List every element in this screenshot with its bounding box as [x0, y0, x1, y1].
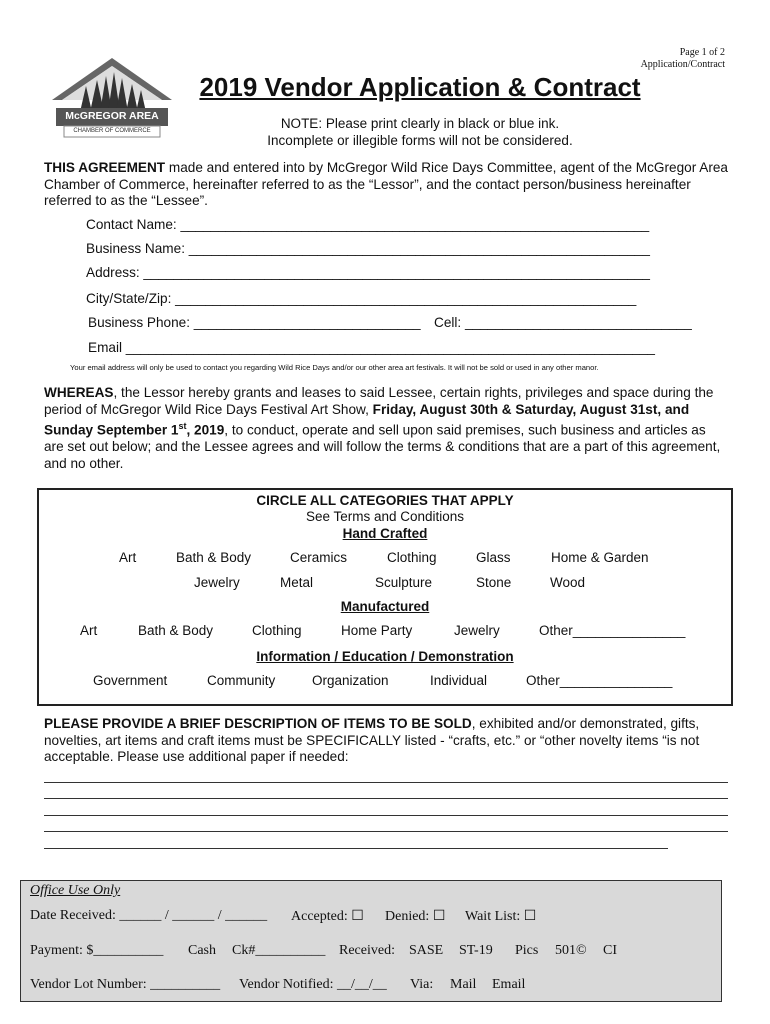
description-line[interactable] [44, 783, 728, 800]
date-received-field[interactable]: Date Received: ______ / ______ / ______ [30, 908, 268, 923]
payment-field[interactable]: Payment: $__________ [30, 943, 164, 958]
business-phone-field[interactable]: Business Phone: ______________________________ [88, 315, 421, 330]
category-option[interactable]: Individual [430, 673, 488, 688]
category-option[interactable]: Bath & Body [138, 623, 214, 638]
manufactured-title: Manufactured [340, 599, 430, 614]
via-label: Via: [410, 977, 434, 992]
category-option[interactable]: Bath & Body [176, 550, 252, 565]
ci-option[interactable]: CI [603, 943, 617, 958]
categories-heading: CIRCLE ALL CATEGORIES THAT APPLY [256, 493, 514, 508]
email-option[interactable]: Email [492, 977, 526, 992]
email-field[interactable]: Email ______________________________________________________________________ [88, 340, 655, 355]
office-use-title: Office Use Only [30, 883, 121, 898]
page-title: 2019 Vendor Application & Contract [199, 72, 641, 102]
whereas-part2: , to conduct, operate and sell upon said premises, such business and articles as are set out below; and the Lessee agrees and will follow the terms & conditions that are a part of this agreement, and no other. [44, 422, 721, 471]
whereas-dates: Friday, August 30th & Saturday, August 31st, and Sunday September 1 [44, 401, 690, 438]
denied-label: Denied: [385, 909, 433, 924]
chamber-logo [50, 56, 174, 148]
category-option[interactable]: Home Party [341, 623, 413, 638]
contact-name-field[interactable]: Contact Name: ______________________________________________________________ [86, 217, 650, 232]
category-option[interactable]: Clothing [387, 550, 437, 565]
note-line-1: NOTE: Please print clearly in black or blue ink. [280, 116, 560, 131]
print-note [160, 115, 680, 149]
category-option[interactable]: Stone [476, 575, 512, 590]
note-line-2: Incomplete or illegible forms will not be considered. [267, 133, 573, 148]
category-option[interactable]: Community [207, 673, 276, 688]
business-name-field[interactable]: Business Name: _____________________________________________________________ [86, 241, 650, 256]
category-option[interactable]: Glass [476, 550, 511, 565]
logo-subtitle: CHAMBER OF COMMERCE [73, 128, 151, 134]
whereas-sup: st [178, 421, 187, 431]
category-option[interactable]: Organization [312, 673, 389, 688]
agreement-paragraph [44, 160, 728, 210]
whereas-paragraph [44, 385, 728, 472]
accepted-checkbox[interactable] [291, 908, 364, 925]
category-option[interactable]: Ceramics [290, 550, 348, 565]
category-option[interactable]: Clothing [252, 623, 302, 638]
whereas-lead: WHEREAS [44, 385, 114, 400]
page-header [641, 47, 725, 71]
agreement-text: made and entered into by McGregor Wild Rice Days Committee, agent of the McGregor Area Chamber of Commerce, hereinafter referred to as the “Lessor”, and the contact person/business hereinafter referred to as the “Lessee”. [44, 160, 728, 208]
category-option[interactable]: Wood [550, 575, 586, 590]
pics-option[interactable]: Pics [515, 943, 539, 958]
category-option[interactable]: Metal [280, 575, 314, 590]
category-option[interactable]: Art [119, 550, 137, 565]
category-other-field[interactable]: Other_______________ [539, 623, 686, 638]
address-field[interactable]: Address: ___________________________________________________________________ [86, 265, 650, 280]
whereas-part1: , the Lessor hereby grants and leases to said Lessee, certain rights, privileges and space during the period of McGregor Wild Rice Days Festival Art Show, [44, 385, 714, 417]
checkbox-icon[interactable]: ☐ [432, 909, 446, 924]
pine-trees-icon [50, 56, 174, 148]
category-other-field[interactable]: Other_______________ [526, 673, 673, 688]
wait-list-label: Wait List: [465, 909, 524, 924]
cell-field[interactable]: Cell: ______________________________ [434, 315, 692, 330]
description-line[interactable] [44, 766, 728, 783]
cash-option[interactable]: Cash [188, 943, 216, 958]
accepted-label: Accepted: [291, 909, 352, 924]
logo-name: McGREGOR AREA [65, 110, 159, 122]
vendor-notified-field[interactable]: Vendor Notified: __/__/__ [239, 977, 387, 992]
description-lead: PLEASE PROVIDE A BRIEF DESCRIPTION OF ITEMS TO BE SOLD [44, 716, 472, 731]
st19-option[interactable]: ST-19 [459, 943, 493, 958]
category-option[interactable]: Jewelry [454, 623, 500, 638]
category-option[interactable]: Jewelry [194, 575, 240, 590]
received-label: Received: [339, 943, 395, 958]
wait-list-checkbox[interactable] [465, 908, 536, 925]
information-title: Information / Education / Demonstration [256, 649, 514, 664]
check-number-field[interactable]: Ck#__________ [232, 943, 326, 958]
sase-option[interactable]: SASE [409, 943, 444, 958]
mail-option[interactable]: Mail [450, 977, 477, 992]
category-option[interactable]: Art [80, 623, 98, 638]
agreement-lead: THIS AGREEMENT [44, 160, 166, 175]
category-option[interactable]: Government [93, 673, 168, 688]
501c-option[interactable]: 501© [555, 943, 587, 958]
categories-subheading: See Terms and Conditions [305, 509, 465, 524]
description-line[interactable] [44, 799, 728, 816]
page-number: Page 1 of 2 [679, 47, 725, 58]
checkbox-icon[interactable]: ☐ [351, 909, 364, 924]
whereas-year: , 2019 [186, 422, 225, 438]
description-text: , exhibited and/or demonstrated, gifts, novelties, art items and craft items must be SPECIFICALLY listed - “crafts, etc.” or “other novelty items “is not acceptable. Please use additional paper if needed: [44, 716, 700, 764]
description-lines[interactable] [44, 766, 728, 849]
hand-crafted-title: Hand Crafted [342, 526, 428, 541]
description-paragraph [44, 716, 728, 766]
description-line[interactable] [44, 816, 728, 833]
email-privacy-note: Your email address will only be used to contact you regarding Wild Rice Days and/or our other area art festivals. It will not be sold or used in any other manor. [70, 363, 599, 372]
page-label: Application/Contract [640, 59, 725, 70]
vendor-lot-number-field[interactable]: Vendor Lot Number: __________ [30, 977, 221, 992]
category-option[interactable]: Home & Garden [551, 550, 649, 565]
category-option[interactable]: Sculpture [375, 575, 433, 590]
description-line[interactable] [44, 832, 668, 849]
denied-checkbox[interactable] [385, 908, 445, 925]
city-state-zip-field[interactable]: City/State/Zip: _____________________________________________________________ [86, 291, 637, 306]
checkbox-icon[interactable]: ☐ [523, 909, 537, 924]
